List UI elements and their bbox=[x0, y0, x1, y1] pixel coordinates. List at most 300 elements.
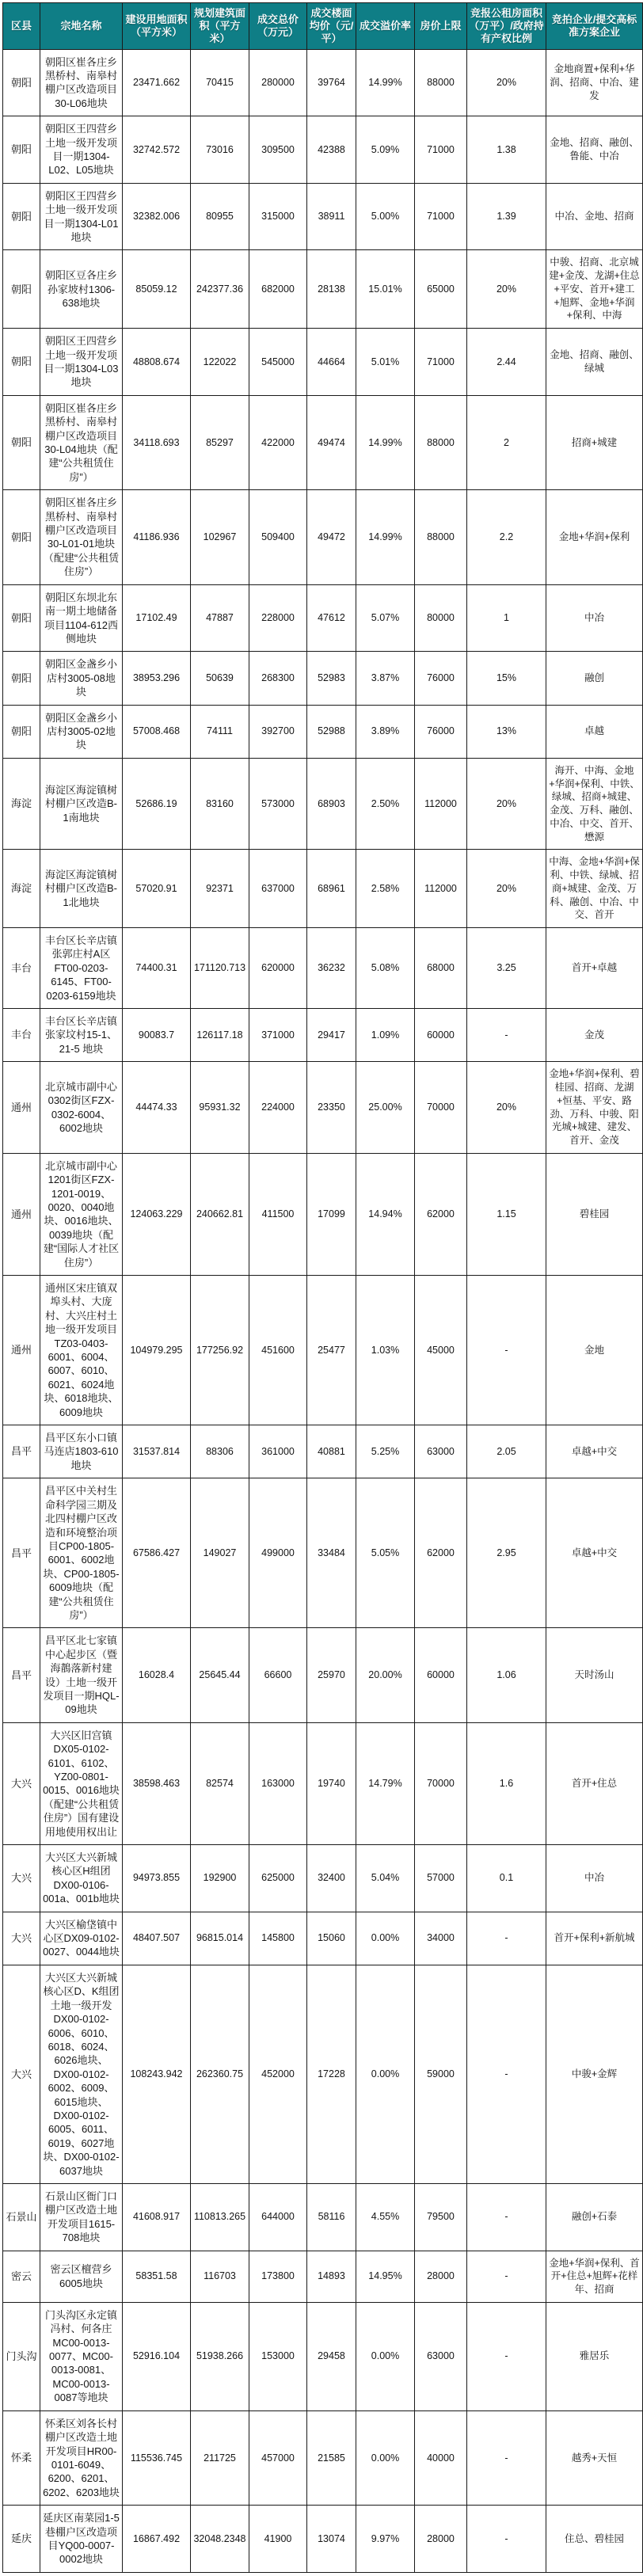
table-row bbox=[3, 116, 643, 184]
cell-plan_area: 95931.32 bbox=[191, 1062, 249, 1154]
cell-land_area: 67586.427 bbox=[123, 1478, 191, 1628]
cell-public_rental: 13% bbox=[467, 705, 546, 758]
cell-total_price: 545000 bbox=[249, 329, 307, 396]
cell-price_cap: 28000 bbox=[415, 2251, 467, 2302]
column-header-total_price: 成交总价（万元） bbox=[249, 3, 307, 50]
cell-total_price: 620000 bbox=[249, 928, 307, 1009]
table-row bbox=[3, 1009, 643, 1062]
cell-land_area: 38598.463 bbox=[123, 1722, 191, 1844]
cell-bidders: 中冶、金地、招商 bbox=[546, 183, 643, 250]
cell-floor_price: 52988 bbox=[307, 705, 356, 758]
cell-public_rental: 2.2 bbox=[467, 490, 546, 584]
cell-public_rental: - bbox=[467, 1965, 546, 2183]
cell-bidders: 首开+卓越 bbox=[546, 928, 643, 1009]
table-row bbox=[3, 1425, 643, 1478]
cell-premium_rate: 0.00% bbox=[356, 1965, 415, 2183]
cell-premium_rate: 15.01% bbox=[356, 250, 415, 329]
cell-price_cap: 34000 bbox=[415, 1912, 467, 1965]
cell-name: 大兴区榆垡镇中心区DX09-0102-0027、0044地块 bbox=[40, 1912, 123, 1965]
cell-public_rental: 20% bbox=[467, 1062, 546, 1154]
cell-land_area: 48407.507 bbox=[123, 1912, 191, 1965]
cell-bidders: 首开+保利+新航城 bbox=[546, 1912, 643, 1965]
cell-bidders: 金地+华润+保利 bbox=[546, 490, 643, 584]
cell-price_cap: 28000 bbox=[415, 2506, 467, 2573]
cell-land_area: 41608.917 bbox=[123, 2183, 191, 2251]
table-row bbox=[3, 490, 643, 584]
table-row bbox=[3, 49, 643, 116]
cell-floor_price: 40881 bbox=[307, 1425, 356, 1478]
cell-bidders: 住总、碧桂园 bbox=[546, 2506, 643, 2573]
cell-price_cap: 71000 bbox=[415, 183, 467, 250]
cell-name: 门头沟区永定镇冯村、何各庄MC00-0013-0077、MC00-0013-0081、MC00-0013-0087等地块 bbox=[40, 2302, 123, 2410]
cell-plan_area: 32048.2348 bbox=[191, 2506, 249, 2573]
cell-public_rental: - bbox=[467, 2302, 546, 2410]
cell-name: 朝阳区金盏乡小店村3005-08地块 bbox=[40, 652, 123, 705]
cell-total_price: 228000 bbox=[249, 584, 307, 652]
cell-total_price: 268300 bbox=[249, 652, 307, 705]
cell-public_rental: 20% bbox=[467, 49, 546, 116]
cell-district: 大兴 bbox=[3, 1965, 40, 2183]
cell-district: 海淀 bbox=[3, 850, 40, 928]
cell-plan_area: 83160 bbox=[191, 758, 249, 850]
cell-name: 朝阳区王四营乡土地一级开发项目一期1304-L02、L05地块 bbox=[40, 116, 123, 184]
table-row bbox=[3, 1276, 643, 1425]
cell-premium_rate: 1.03% bbox=[356, 1276, 415, 1425]
cell-price_cap: 40000 bbox=[415, 2410, 467, 2505]
cell-name: 密云区檀营乡6005地块 bbox=[40, 2251, 123, 2302]
cell-price_cap: 112000 bbox=[415, 758, 467, 850]
cell-total_price: 163000 bbox=[249, 1722, 307, 1844]
table-row bbox=[3, 250, 643, 329]
cell-name: 大兴区大兴新城核心区D、K组团土地一级开发DX00-0102-6006、6010、6018、6024、6026地块、DX00-0102-6002、6009、6015地块、DX00-0102-6005、6011、6019、6027地块、DX00-0102-6037地块 bbox=[40, 1965, 123, 2183]
cell-floor_price: 49474 bbox=[307, 395, 356, 489]
cell-land_area: 52916.104 bbox=[123, 2302, 191, 2410]
column-header-land_area: 建设用地面积（平方米） bbox=[123, 3, 191, 50]
table-row bbox=[3, 2251, 643, 2302]
cell-public_rental: - bbox=[467, 2506, 546, 2573]
cell-total_price: 41900 bbox=[249, 2506, 307, 2573]
cell-floor_price: 32400 bbox=[307, 1845, 356, 1912]
cell-public_rental: 2.05 bbox=[467, 1425, 546, 1478]
cell-name: 延庆区南菜园1-5巷棚户区改造项目YQ00-0007-0002地块 bbox=[40, 2506, 123, 2573]
cell-district: 昌平 bbox=[3, 1478, 40, 1628]
cell-name: 朝阳区豆各庄乡孙家坡村1306-638地块 bbox=[40, 250, 123, 329]
cell-land_area: 16867.492 bbox=[123, 2506, 191, 2573]
cell-floor_price: 14893 bbox=[307, 2251, 356, 2302]
cell-premium_rate: 5.07% bbox=[356, 584, 415, 652]
cell-floor_price: 47612 bbox=[307, 584, 356, 652]
header-row bbox=[3, 3, 643, 50]
cell-land_area: 23471.662 bbox=[123, 49, 191, 116]
cell-price_cap: 88000 bbox=[415, 490, 467, 584]
land-auction-table bbox=[2, 2, 643, 2573]
table-row bbox=[3, 1062, 643, 1154]
cell-name: 朝阳区王四营乡土地一级开发项目一期1304-L01地块 bbox=[40, 183, 123, 250]
cell-name: 朝阳区东坝北东南一期土地储备项目1104-612西侧地块 bbox=[40, 584, 123, 652]
cell-district: 通州 bbox=[3, 1153, 40, 1275]
table-row bbox=[3, 1478, 643, 1628]
cell-premium_rate: 5.04% bbox=[356, 1845, 415, 1912]
table-body bbox=[3, 49, 643, 2572]
cell-premium_rate: 9.97% bbox=[356, 2506, 415, 2573]
cell-name: 怀柔区刘各长村棚户区改造土地开发项目HR00-0101-6049、6200、6201、6202、6203地块 bbox=[40, 2410, 123, 2505]
column-header-price_cap: 房价上限 bbox=[415, 3, 467, 50]
cell-bidders: 天时汤山 bbox=[546, 1628, 643, 1722]
cell-floor_price: 68903 bbox=[307, 758, 356, 850]
cell-bidders: 首开+住总 bbox=[546, 1722, 643, 1844]
cell-plan_area: 47887 bbox=[191, 584, 249, 652]
cell-floor_price: 28138 bbox=[307, 250, 356, 329]
cell-name: 昌平区北七家镇中心起步区（暨海鶄落新村建设）土地一级开发项目一期HQL-09地块 bbox=[40, 1628, 123, 1722]
cell-plan_area: 122022 bbox=[191, 329, 249, 396]
table-row bbox=[3, 584, 643, 652]
cell-land_area: 108243.942 bbox=[123, 1965, 191, 2183]
table-row bbox=[3, 329, 643, 396]
cell-bidders: 金茂 bbox=[546, 1009, 643, 1062]
cell-district: 朝阳 bbox=[3, 395, 40, 489]
cell-price_cap: 63000 bbox=[415, 2302, 467, 2410]
table-row bbox=[3, 2302, 643, 2410]
cell-bidders: 中海、金地+华润+保利、中铁、绿城、招商+城建、金茂、万科、融创、中冶、中交、首开 bbox=[546, 850, 643, 928]
cell-plan_area: 80955 bbox=[191, 183, 249, 250]
cell-floor_price: 39764 bbox=[307, 49, 356, 116]
cell-public_rental: 2.44 bbox=[467, 329, 546, 396]
cell-district: 大兴 bbox=[3, 1722, 40, 1844]
table-row bbox=[3, 2183, 643, 2251]
cell-district: 昌平 bbox=[3, 1628, 40, 1722]
cell-premium_rate: 5.25% bbox=[356, 1425, 415, 1478]
table-row bbox=[3, 758, 643, 850]
column-header-public_rental: 竞报公租房面积（万平）/政府持有产权比例 bbox=[467, 3, 546, 50]
cell-land_area: 16028.4 bbox=[123, 1628, 191, 1722]
cell-name: 北京城市副中心1201街区FZX-1201-0019、0020、0040地块、0016地块、0039地块（配建“国际人才社区住房”） bbox=[40, 1153, 123, 1275]
cell-price_cap: 60000 bbox=[415, 1009, 467, 1062]
cell-public_rental: 1.38 bbox=[467, 116, 546, 184]
cell-public_rental: 1.15 bbox=[467, 1153, 546, 1275]
cell-plan_area: 110813.265 bbox=[191, 2183, 249, 2251]
table-row bbox=[3, 1912, 643, 1965]
cell-floor_price: 25970 bbox=[307, 1628, 356, 1722]
cell-premium_rate: 25.00% bbox=[356, 1062, 415, 1154]
table-row bbox=[3, 1628, 643, 1722]
cell-plan_area: 242377.36 bbox=[191, 250, 249, 329]
cell-name: 海淀区海淀镇树村棚户区改造B-1南地块 bbox=[40, 758, 123, 850]
cell-bidders: 中骏+金辉 bbox=[546, 1965, 643, 2183]
cell-premium_rate: 0.00% bbox=[356, 2410, 415, 2505]
cell-total_price: 682000 bbox=[249, 250, 307, 329]
cell-plan_area: 50639 bbox=[191, 652, 249, 705]
cell-total_price: 411500 bbox=[249, 1153, 307, 1275]
cell-district: 石景山 bbox=[3, 2183, 40, 2251]
cell-total_price: 451600 bbox=[249, 1276, 307, 1425]
cell-total_price: 145800 bbox=[249, 1912, 307, 1965]
cell-premium_rate: 5.09% bbox=[356, 116, 415, 184]
cell-district: 大兴 bbox=[3, 1845, 40, 1912]
cell-price_cap: 68000 bbox=[415, 928, 467, 1009]
cell-price_cap: 70000 bbox=[415, 1062, 467, 1154]
cell-plan_area: 74111 bbox=[191, 705, 249, 758]
cell-floor_price: 19740 bbox=[307, 1722, 356, 1844]
table-row bbox=[3, 928, 643, 1009]
cell-public_rental: 15% bbox=[467, 652, 546, 705]
cell-land_area: 104979.295 bbox=[123, 1276, 191, 1425]
cell-district: 门头沟 bbox=[3, 2302, 40, 2410]
cell-floor_price: 15060 bbox=[307, 1912, 356, 1965]
cell-premium_rate: 14.79% bbox=[356, 1722, 415, 1844]
table-header bbox=[3, 3, 643, 50]
table-row bbox=[3, 850, 643, 928]
cell-floor_price: 17228 bbox=[307, 1965, 356, 2183]
cell-public_rental: 0.1 bbox=[467, 1845, 546, 1912]
column-header-premium_rate: 成交溢价率 bbox=[356, 3, 415, 50]
cell-total_price: 153000 bbox=[249, 2302, 307, 2410]
cell-bidders: 中冶 bbox=[546, 1845, 643, 1912]
cell-district: 朝阳 bbox=[3, 705, 40, 758]
cell-public_rental: - bbox=[467, 1009, 546, 1062]
cell-district: 朝阳 bbox=[3, 49, 40, 116]
cell-price_cap: 88000 bbox=[415, 395, 467, 489]
cell-premium_rate: 5.05% bbox=[356, 1478, 415, 1628]
cell-land_area: 58351.58 bbox=[123, 2251, 191, 2302]
cell-price_cap: 45000 bbox=[415, 1276, 467, 1425]
cell-floor_price: 25477 bbox=[307, 1276, 356, 1425]
cell-premium_rate: 2.50% bbox=[356, 758, 415, 850]
cell-bidders: 碧桂园 bbox=[546, 1153, 643, 1275]
cell-total_price: 573000 bbox=[249, 758, 307, 850]
cell-district: 昌平 bbox=[3, 1425, 40, 1478]
cell-total_price: 361000 bbox=[249, 1425, 307, 1478]
cell-plan_area: 116703 bbox=[191, 2251, 249, 2302]
cell-price_cap: 63000 bbox=[415, 1425, 467, 1478]
cell-name: 朝阳区金盏乡小店村3005-02地块 bbox=[40, 705, 123, 758]
cell-total_price: 280000 bbox=[249, 49, 307, 116]
cell-land_area: 74400.31 bbox=[123, 928, 191, 1009]
cell-district: 通州 bbox=[3, 1062, 40, 1154]
cell-bidders: 金地、招商、融创、绿城 bbox=[546, 329, 643, 396]
cell-land_area: 94973.855 bbox=[123, 1845, 191, 1912]
cell-name: 朝阳区崔各庄乡黑桥村、南皋村棚户区改造项目30-L06地块 bbox=[40, 49, 123, 116]
cell-name: 北京城市副中心0302街区FZX-0302-6004、6002地块 bbox=[40, 1062, 123, 1154]
cell-bidders: 金地、招商、融创、鲁能、中冶 bbox=[546, 116, 643, 184]
cell-bidders: 中骏、招商、北京城建+金茂、龙湖+住总+平安、首开+建工+旭辉、金地+华润+保利、中海 bbox=[546, 250, 643, 329]
cell-plan_area: 82574 bbox=[191, 1722, 249, 1844]
cell-plan_area: 102967 bbox=[191, 490, 249, 584]
cell-premium_rate: 2.58% bbox=[356, 850, 415, 928]
cell-public_rental: 1.06 bbox=[467, 1628, 546, 1722]
cell-price_cap: 70000 bbox=[415, 1722, 467, 1844]
cell-name: 石景山区衙门口棚户区改造土地开发项目1615-708地块 bbox=[40, 2183, 123, 2251]
cell-total_price: 499000 bbox=[249, 1478, 307, 1628]
cell-land_area: 34118.693 bbox=[123, 395, 191, 489]
cell-land_area: 115536.745 bbox=[123, 2410, 191, 2505]
cell-bidders: 融创+石泰 bbox=[546, 2183, 643, 2251]
cell-plan_area: 192900 bbox=[191, 1845, 249, 1912]
cell-premium_rate: 0.00% bbox=[356, 2302, 415, 2410]
cell-floor_price: 38911 bbox=[307, 183, 356, 250]
cell-premium_rate: 14.99% bbox=[356, 490, 415, 584]
cell-total_price: 392700 bbox=[249, 705, 307, 758]
column-header-bidders: 竞拍企业/提交高标准方案企业 bbox=[546, 3, 643, 50]
cell-price_cap: 59000 bbox=[415, 1965, 467, 2183]
cell-public_rental: - bbox=[467, 1912, 546, 1965]
cell-district: 丰台 bbox=[3, 1009, 40, 1062]
cell-total_price: 625000 bbox=[249, 1845, 307, 1912]
cell-land_area: 85059.12 bbox=[123, 250, 191, 329]
cell-total_price: 452000 bbox=[249, 1965, 307, 2183]
cell-price_cap: 88000 bbox=[415, 49, 467, 116]
table-row bbox=[3, 1153, 643, 1275]
cell-price_cap: 112000 bbox=[415, 850, 467, 928]
cell-plan_area: 25645.44 bbox=[191, 1628, 249, 1722]
cell-premium_rate: 5.08% bbox=[356, 928, 415, 1009]
cell-land_area: 52686.19 bbox=[123, 758, 191, 850]
cell-public_rental: 1.6 bbox=[467, 1722, 546, 1844]
cell-premium_rate: 5.00% bbox=[356, 183, 415, 250]
cell-price_cap: 76000 bbox=[415, 705, 467, 758]
cell-total_price: 224000 bbox=[249, 1062, 307, 1154]
cell-floor_price: 52983 bbox=[307, 652, 356, 705]
cell-district: 延庆 bbox=[3, 2506, 40, 2573]
cell-plan_area: 177256.92 bbox=[191, 1276, 249, 1425]
cell-plan_area: 240662.81 bbox=[191, 1153, 249, 1275]
cell-district: 丰台 bbox=[3, 928, 40, 1009]
cell-district: 朝阳 bbox=[3, 329, 40, 396]
cell-name: 昌平区东小口镇马连店1803-610地块 bbox=[40, 1425, 123, 1478]
cell-floor_price: 13074 bbox=[307, 2506, 356, 2573]
cell-plan_area: 51938.266 bbox=[191, 2302, 249, 2410]
cell-floor_price: 49472 bbox=[307, 490, 356, 584]
cell-plan_area: 262360.75 bbox=[191, 1965, 249, 2183]
cell-floor_price: 58116 bbox=[307, 2183, 356, 2251]
cell-land_area: 41186.936 bbox=[123, 490, 191, 584]
cell-price_cap: 76000 bbox=[415, 652, 467, 705]
cell-plan_area: 149027 bbox=[191, 1478, 249, 1628]
table-row bbox=[3, 1722, 643, 1844]
cell-public_rental: 20% bbox=[467, 758, 546, 850]
cell-total_price: 457000 bbox=[249, 2410, 307, 2505]
cell-premium_rate: 14.95% bbox=[356, 2251, 415, 2302]
cell-district: 朝阳 bbox=[3, 490, 40, 584]
cell-bidders: 融创 bbox=[546, 652, 643, 705]
cell-district: 朝阳 bbox=[3, 250, 40, 329]
cell-total_price: 509400 bbox=[249, 490, 307, 584]
cell-total_price: 315000 bbox=[249, 183, 307, 250]
cell-total_price: 173800 bbox=[249, 2251, 307, 2302]
cell-land_area: 90083.7 bbox=[123, 1009, 191, 1062]
cell-district: 朝阳 bbox=[3, 652, 40, 705]
cell-premium_rate: 0.00% bbox=[356, 1912, 415, 1965]
cell-premium_rate: 3.87% bbox=[356, 652, 415, 705]
cell-plan_area: 88306 bbox=[191, 1425, 249, 1478]
cell-land_area: 57008.468 bbox=[123, 705, 191, 758]
cell-premium_rate: 4.55% bbox=[356, 2183, 415, 2251]
cell-bidders: 卓越+中交 bbox=[546, 1478, 643, 1628]
cell-plan_area: 126117.18 bbox=[191, 1009, 249, 1062]
cell-premium_rate: 14.99% bbox=[356, 395, 415, 489]
cell-name: 朝阳区崔各庄乡黑桥村、南皋村棚户区改造项目30-L01-01地块（配建“公共租赁住房”） bbox=[40, 490, 123, 584]
column-header-floor_price: 成交楼面均价（元/平） bbox=[307, 3, 356, 50]
cell-price_cap: 80000 bbox=[415, 584, 467, 652]
cell-name: 昌平区中关村生命科学园三期及北四村棚户区改造和环境整治项目CP00-1805-6001、6002地块、CP00-1805-6009地块（配建“公共租赁住房”） bbox=[40, 1478, 123, 1628]
cell-land_area: 17102.49 bbox=[123, 584, 191, 652]
cell-plan_area: 211725 bbox=[191, 2410, 249, 2505]
cell-premium_rate: 14.94% bbox=[356, 1153, 415, 1275]
cell-district: 海淀 bbox=[3, 758, 40, 850]
cell-public_rental: 1.39 bbox=[467, 183, 546, 250]
cell-premium_rate: 5.01% bbox=[356, 329, 415, 396]
cell-total_price: 309500 bbox=[249, 116, 307, 184]
cell-plan_area: 73016 bbox=[191, 116, 249, 184]
cell-district: 朝阳 bbox=[3, 116, 40, 184]
cell-bidders: 金地+华润+保利、碧桂园、招商、龙湖+恒基、平安、路劲、万科、中骏、阳光城+城建、建发、首开、金茂 bbox=[546, 1062, 643, 1154]
cell-land_area: 38953.296 bbox=[123, 652, 191, 705]
cell-premium_rate: 3.89% bbox=[356, 705, 415, 758]
cell-land_area: 31537.814 bbox=[123, 1425, 191, 1478]
cell-floor_price: 44664 bbox=[307, 329, 356, 396]
cell-public_rental: 3.25 bbox=[467, 928, 546, 1009]
cell-public_rental: - bbox=[467, 2183, 546, 2251]
cell-public_rental: - bbox=[467, 1276, 546, 1425]
cell-public_rental: 2.95 bbox=[467, 1478, 546, 1628]
cell-price_cap: 71000 bbox=[415, 329, 467, 396]
cell-price_cap: 79500 bbox=[415, 2183, 467, 2251]
cell-public_rental: - bbox=[467, 2251, 546, 2302]
cell-district: 朝阳 bbox=[3, 584, 40, 652]
cell-land_area: 124063.229 bbox=[123, 1153, 191, 1275]
table-row bbox=[3, 652, 643, 705]
column-header-district: 区县 bbox=[3, 3, 40, 50]
cell-name: 通州区宋庄镇双埠头村、大庞村、大兴庄村土地一级开发项目TZ03-0403-6001、6004、6007、6010、6021、6024地块、6018地块、6009地块 bbox=[40, 1276, 123, 1425]
cell-land_area: 44474.33 bbox=[123, 1062, 191, 1154]
table-row bbox=[3, 2506, 643, 2573]
table-row bbox=[3, 1845, 643, 1912]
cell-price_cap: 62000 bbox=[415, 1478, 467, 1628]
cell-name: 大兴区旧宫镇DX05-0102-6101、6102、YZ00-0801-0015、0016地块（配建“公共租赁住房”）国有建设用地使用权出让 bbox=[40, 1722, 123, 1844]
cell-plan_area: 96815.014 bbox=[191, 1912, 249, 1965]
cell-floor_price: 29458 bbox=[307, 2302, 356, 2410]
cell-bidders: 金地+华润+保利、首开+住总+旭辉+花样年、招商 bbox=[546, 2251, 643, 2302]
cell-land_area: 57020.91 bbox=[123, 850, 191, 928]
cell-name: 丰台区长辛店镇张家坟村15-1、21-5 地块 bbox=[40, 1009, 123, 1062]
column-header-plan_area: 规划建筑面积（平方米） bbox=[191, 3, 249, 50]
cell-floor_price: 29417 bbox=[307, 1009, 356, 1062]
cell-total_price: 371000 bbox=[249, 1009, 307, 1062]
cell-bidders: 卓越+中交 bbox=[546, 1425, 643, 1478]
cell-name: 朝阳区崔各庄乡黑桥村、南皋村棚户区改造项目30-L04地块（配建“公共租赁住房”） bbox=[40, 395, 123, 489]
cell-bidders: 金地 bbox=[546, 1276, 643, 1425]
cell-price_cap: 65000 bbox=[415, 250, 467, 329]
cell-public_rental: 20% bbox=[467, 250, 546, 329]
cell-bidders: 金地商置+保利+华润、招商、中冶、建发 bbox=[546, 49, 643, 116]
cell-bidders: 招商+城建 bbox=[546, 395, 643, 489]
cell-total_price: 644000 bbox=[249, 2183, 307, 2251]
cell-floor_price: 23350 bbox=[307, 1062, 356, 1154]
cell-land_area: 48808.674 bbox=[123, 329, 191, 396]
cell-name: 海淀区海淀镇树村棚户区改造B-1北地块 bbox=[40, 850, 123, 928]
cell-floor_price: 42388 bbox=[307, 116, 356, 184]
table-row bbox=[3, 395, 643, 489]
cell-public_rental: - bbox=[467, 2410, 546, 2505]
cell-floor_price: 33484 bbox=[307, 1478, 356, 1628]
cell-district: 通州 bbox=[3, 1276, 40, 1425]
cell-district: 朝阳 bbox=[3, 183, 40, 250]
cell-name: 丰台区长辛店镇张郭庄村A区FT00-0203-6145、FT00-0203-6159地块 bbox=[40, 928, 123, 1009]
cell-bidders: 中冶 bbox=[546, 584, 643, 652]
cell-district: 大兴 bbox=[3, 1912, 40, 1965]
cell-plan_area: 70415 bbox=[191, 49, 249, 116]
cell-name: 大兴区大兴新城核心区H组团DX00-0106-001a、001b地块 bbox=[40, 1845, 123, 1912]
cell-public_rental: 1 bbox=[467, 584, 546, 652]
